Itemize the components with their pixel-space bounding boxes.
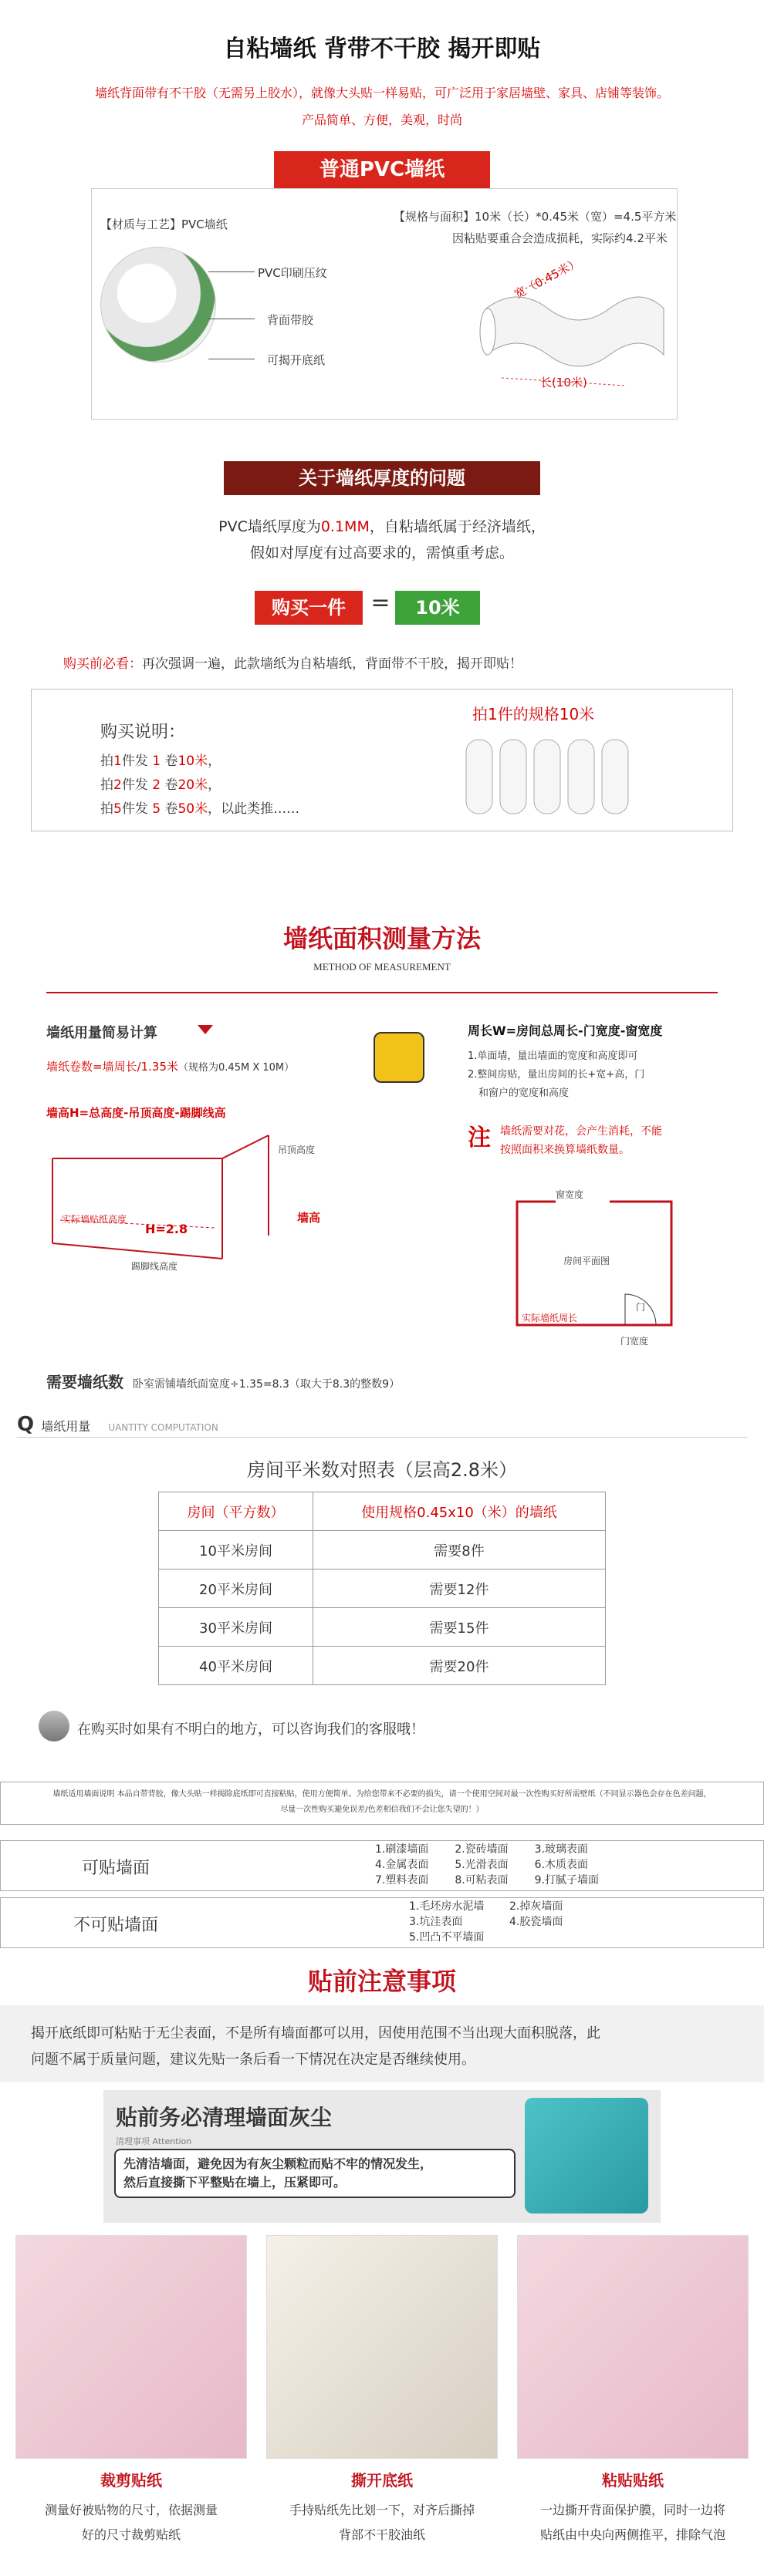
intro-line-1: 墙纸背面带有不干胶（无需另上胶水），就像大头贴一样易贴，可广泛用于家居墙壁、家具、店铺等装饰。 [94, 86, 669, 100]
surface-item: 7.塑料表面 [375, 1874, 429, 1886]
purchase-row-part: 件发 [121, 777, 153, 793]
purchase-row-part: 卷 [161, 754, 178, 769]
purchase-row-part: 拍 [100, 754, 113, 769]
material-label: 【材质与工艺】PVC墙纸 [100, 217, 228, 231]
purchase-row-part: 5 [113, 801, 122, 817]
ceiling-label: 吊顶高度 [278, 1145, 316, 1155]
table-title: 房间平米数对照表（层高2.8米） [246, 1459, 518, 1481]
purchase-row-part: 卷 [161, 777, 178, 793]
step-desc: 好的尺寸裁剪贴纸 [81, 2527, 181, 2542]
step-desc: 背部不干胶油纸 [338, 2527, 425, 2542]
step-photo-peel [266, 2235, 498, 2459]
surface-item: 3.坑洼表面 [409, 1916, 463, 1928]
precaution-intro-2: 问题不属于质量问题，建议先贴一条后看一下情况在决定是否继续使用。 [31, 2052, 475, 2068]
table-cell: 10平米房间 [159, 1531, 313, 1570]
step-desc: 测量好被贴物的尺寸，依据测量 [44, 2503, 218, 2517]
purchase-row-part: ， [208, 777, 221, 793]
table-cell: 40平米房间 [159, 1647, 313, 1685]
q-mark: Q [17, 1413, 35, 1436]
precaution-title: 贴前注意事项 [307, 1967, 456, 1996]
usage-label: 墙纸用量 [41, 1419, 91, 1434]
plan-window-label: 窗宽度 [556, 1189, 584, 1200]
dust-textbox [114, 2149, 516, 2198]
equals-sign: = [370, 589, 390, 616]
purchase-row-part: 件发 [121, 801, 153, 817]
table-cell: 20平米房间 [159, 1570, 313, 1608]
table-cell: 需要15件 [313, 1608, 606, 1647]
ok-surface-label: 可贴墙面 [81, 1859, 150, 1878]
rolls-illustration [455, 729, 656, 829]
table-cell: 需要20件 [313, 1647, 606, 1685]
dust-text-2: 然后直接撕下平整贴在墙上，压紧即可。 [123, 2175, 347, 2190]
usage-header [17, 1413, 747, 1438]
h-value-label: H=2.8 [145, 1222, 188, 1236]
table-row [159, 1608, 606, 1647]
service-avatar-icon [39, 1711, 69, 1741]
actual-height-label: 实际墙贴纸高度 [62, 1214, 127, 1225]
table-cell: 30平米房间 [159, 1608, 313, 1647]
dust-title: 贴前务必清理墙面灰尘 [116, 2105, 333, 2130]
ten-meter-badge: 10米 [395, 591, 480, 625]
perimeter-step-2: 2.整间房贴，量出房间的长+宽+高，门 [468, 1069, 645, 1081]
step-desc: 一边撕开背面保护膜，同时一边将 [539, 2503, 725, 2517]
step-title: 撕开底纸 [351, 2471, 413, 2490]
surface-item: 2.瓷砖墙面 [455, 1843, 509, 1856]
purchase-row-part: 20米 [177, 777, 208, 793]
usage-en: UANTITY COMPUTATION [108, 1422, 218, 1433]
plan-perimeter-label: 实际墙纸周长 [522, 1313, 578, 1323]
pvc-banner: 普通PVC墙纸 [274, 151, 490, 188]
step-photo-cut [15, 2235, 247, 2459]
header-room: 房间（平方数） [159, 1492, 313, 1531]
purchase-row-part: 1 [152, 754, 161, 769]
room-table [158, 1492, 606, 1685]
note-line-1: 墙纸需要对花，会产生消耗，不能 [500, 1125, 662, 1138]
surface-item: 1.刷漆墙面 [375, 1843, 429, 1856]
step-desc: 贴纸由中央向两侧推平，排除气泡 [539, 2527, 725, 2542]
surface-item: 4.金属表面 [375, 1859, 429, 1871]
surface-note-1: 墙纸适用墙面说明 本品自带背胶，像大头贴一样揭除底纸即可直接粘贴，使用方便简单。为给您带来不必要的损失，请一个使用空间对最一次性购买好所需壁纸（不同显示器色会存在色差问题， [52, 1790, 712, 1799]
surface-item: 4.胶瓷墙面 [509, 1916, 563, 1928]
layer-backing-label: 可揭开底纸 [267, 353, 326, 367]
measure-title: 墙纸面积测量方法 [282, 924, 481, 953]
layer-glue-label: 背面带胶 [267, 313, 314, 327]
dust-sub: 清理事项 Attention [116, 2136, 192, 2146]
purchase-row-part: ，以此类推…… [208, 801, 300, 817]
surface-item: 5.光滑表面 [455, 1859, 509, 1871]
length-label: 长(10米) [540, 376, 587, 389]
pointer-line-1 [208, 271, 255, 272]
purchase-row-part: 2 [113, 777, 122, 793]
spec-line-2: 因粘贴要重合会造成损耗，实际约4.2平米 [452, 231, 668, 245]
purchase-row [100, 750, 221, 769]
no-surface-label: 不可贴墙面 [73, 1916, 158, 1935]
note-line-2: 按照面积来换算墙纸数量。 [500, 1144, 630, 1156]
table-cell: 需要8件 [313, 1531, 606, 1570]
purchase-row [100, 774, 221, 793]
surface-item: 6.木质表面 [534, 1859, 589, 1871]
purchase-row-part: 件发 [121, 754, 153, 769]
skirting-label: 踢脚线高度 [131, 1261, 178, 1272]
cleaning-cloth-icon [525, 2098, 648, 2214]
purchase-row-part: 卷 [161, 801, 178, 817]
purchase-row [100, 797, 299, 817]
step-title: 裁剪贴纸 [100, 2471, 162, 2490]
purchase-row-part: 10米 [177, 754, 208, 769]
table-row [159, 1531, 606, 1570]
surface-item: 2.掉灰墙面 [509, 1900, 563, 1913]
note-mark: 注 [468, 1124, 491, 1151]
formula-2: 墙高H=总高度-吊顶高度-踢脚线高 [46, 1106, 226, 1120]
page-title: 自粘墙纸 背带不干胶 揭开即贴 [223, 35, 541, 62]
purchase-row-part: 拍 [100, 777, 113, 793]
no-surface-list [409, 1899, 610, 1945]
need-wallpaper-row: 需要墙纸数 卧室需铺墙纸面宽度÷1.35=8.3（取大于8.3的整数9） [46, 1373, 401, 1391]
layer-print-label: PVC印刷压纹 [258, 266, 327, 280]
purchase-row-part: ， [208, 754, 221, 769]
chevron-down-icon [198, 1025, 213, 1034]
purchase-heading: 购买说明： [100, 723, 186, 742]
surface-item: 1.毛坯房水泥墙 [409, 1900, 485, 1913]
thickness-line-1: PVC墙纸厚度为0.1MM，自粘墙纸属于经济墙纸， [218, 518, 546, 535]
wall-label: 墙高 [297, 1211, 321, 1225]
width-label: 宽（0.45米） [512, 255, 583, 302]
spec-line-1: 【规格与面积】10米（长）*0.45米（宽）=4.5平方米 [394, 210, 677, 224]
purchase-row-part: 2 [152, 777, 161, 793]
formula-1: 墙纸卷数=墙周长/1.35米（规格为0.45M X 10M） [46, 1060, 295, 1074]
tape-measure-icon [374, 1032, 424, 1083]
surface-note [0, 1782, 764, 1825]
intro-line-2: 产品简单、方便，美观，时尚 [301, 113, 462, 127]
surface-item: 8.可粘表面 [455, 1874, 509, 1886]
surface-item: 3.玻璃表面 [534, 1843, 589, 1856]
step-photo-stick [517, 2235, 749, 2459]
surface-item: 9.打腻子墙面 [534, 1874, 600, 1886]
plan-door-label: 门 [636, 1302, 646, 1313]
surface-note-2: 尽量一次性购买避免误差/色差相信我们不会让您失望的！） [280, 1806, 484, 1814]
spec-title: 拍1件的规格10米 [472, 705, 595, 723]
consult-text: 在购买时如果有不明白的地方，可以咨询我们的客服哦！ [77, 1721, 424, 1738]
step-desc: 手持贴纸先比划一下，对齐后撕掉 [289, 2503, 475, 2517]
table-row [159, 1570, 606, 1608]
purchase-row-part: 1 [113, 754, 122, 769]
step-title: 粘贴贴纸 [602, 2471, 664, 2490]
table-header-row [159, 1492, 606, 1531]
plan-title-label: 房间平面图 [563, 1256, 610, 1266]
purchase-row-part: 50米 [177, 801, 208, 817]
buy-one-badge: 购买一件 [255, 591, 363, 625]
measure-divider [46, 992, 718, 993]
calc-title: 墙纸用量简易计算 [46, 1025, 157, 1041]
table-cell: 需要12件 [313, 1570, 606, 1608]
dust-text-1: 先清洁墙面，避免因为有灰尘颗粒而贴不牢的情况发生， [123, 2156, 433, 2171]
surface-item: 5.凹凸不平墙面 [409, 1931, 485, 1944]
perimeter-step-1: 1.单面墙，量出墙面的宽度和高度即可 [468, 1050, 638, 1062]
purchase-row-part: 5 [152, 801, 161, 817]
table-row [159, 1647, 606, 1685]
header-need: 使用规格0.45x10（米）的墙纸 [313, 1492, 606, 1531]
precaution-intro-1: 揭开底纸即可粘贴于无尘表面，不是所有墙面都可以用，因使用范围不当出现大面积脱落，此 [31, 2025, 600, 2042]
thickness-banner: 关于墙纸厚度的问题 [224, 461, 540, 495]
perimeter-step-3: 和窗户的宽度和高度 [478, 1087, 570, 1099]
perimeter-title: 周长W=房间总周长-门宽度-窗宽度 [468, 1023, 663, 1038]
measure-subtitle: METHOD OF MEASUREMENT [313, 961, 451, 973]
ok-surface-list [375, 1842, 614, 1888]
thickness-line-2: 假如对厚度有过高要求的，需慎重考虑。 [249, 545, 514, 561]
plan-door-width-label: 门宽度 [620, 1336, 649, 1347]
wallpaper-sample-icon [100, 247, 216, 362]
purchase-row-part: 拍 [100, 801, 113, 817]
precaution-intro-bg [0, 2005, 764, 2082]
buy-note: 购买前必看：再次强调一遍，此款墙纸为自粘墙纸，背面带不干胶，揭开即贴！ [63, 656, 522, 672]
